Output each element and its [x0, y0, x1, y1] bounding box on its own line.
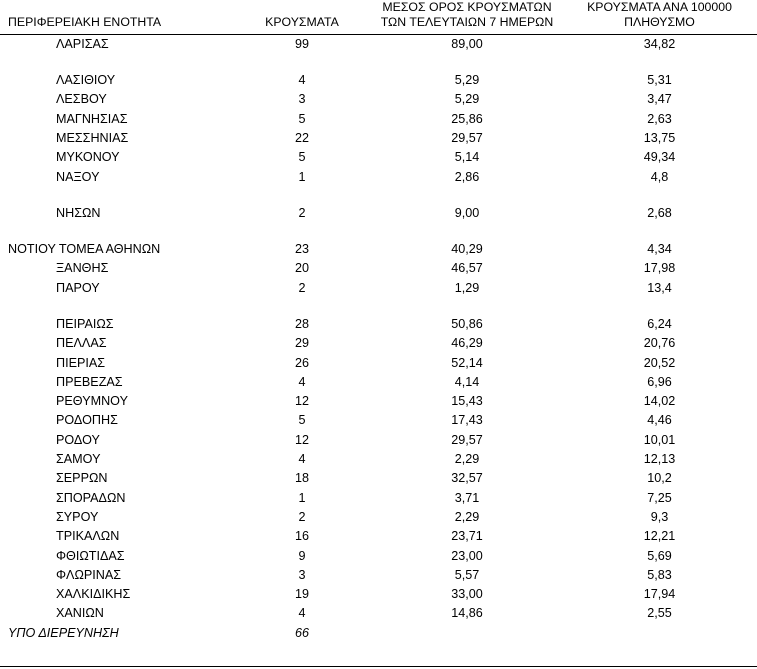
cell-cases: 28: [294, 316, 309, 331]
table-row: [0, 624, 757, 643]
cell-avg-7-days: 5,29: [454, 73, 480, 88]
cell-region: ΠΙΕΡΙΑΣ: [56, 355, 106, 370]
cell-region: ΣΠΟΡΑΔΩΝ: [56, 490, 126, 505]
cell-region: ΛΑΡΙΣΑΣ: [56, 36, 109, 51]
row-spacer: [0, 223, 757, 240]
cell-region: ΤΡΙΚΑΛΩΝ: [56, 529, 120, 544]
cell-per-100000: 6,24: [647, 316, 672, 331]
cell-region: ΡΟΔΟΥ: [56, 432, 100, 447]
cell-avg-7-days: 50,86: [451, 316, 483, 331]
cell-avg-7-days: 29,57: [451, 432, 483, 447]
row-spacer: [0, 54, 757, 71]
cell-per-100000: 17,98: [643, 261, 676, 276]
cell-per-100000: 5,69: [647, 548, 672, 563]
cell-cases: 18: [294, 471, 309, 486]
cell-avg-7-days: 32,57: [451, 471, 483, 486]
table-body: [0, 34, 757, 643]
cell-region: ΧΑΛΚΙΔΙΚΗΣ: [56, 587, 131, 602]
table-row: [0, 129, 757, 148]
cell-per-100000: 2,63: [647, 111, 672, 126]
cell-avg-7-days: 9,00: [454, 205, 480, 220]
cell-avg-7-days: 1,29: [454, 280, 480, 295]
cell-region: ΜΑΓΝΗΣΙΑΣ: [56, 111, 128, 126]
cell-avg-7-days: 3,71: [454, 490, 480, 505]
cell-avg-7-days: 25,86: [451, 111, 483, 126]
cell-region: ΠΑΡΟΥ: [56, 280, 100, 295]
cell-per-100000: 2,55: [647, 606, 672, 621]
table-row: [0, 279, 757, 298]
cell-avg-7-days: 89,00: [451, 36, 483, 51]
cell-avg-7-days: 23,00: [451, 548, 483, 563]
cell-cases: 23: [294, 242, 309, 257]
cell-avg-7-days: 46,29: [451, 336, 483, 351]
cell-region: ΛΑΣΙΘΙΟΥ: [56, 73, 116, 88]
cell-region: ΣΥΡΟΥ: [56, 509, 99, 524]
cell-avg-7-days: 15,43: [451, 394, 483, 409]
cell-region: ΠΕΛΛΑΣ: [56, 336, 107, 351]
table-row: [0, 431, 757, 450]
table-row: [0, 110, 757, 129]
cell-avg-7-days: 46,57: [451, 261, 483, 276]
cell-avg-7-days: 23,71: [451, 529, 483, 544]
cell-per-100000: 20,52: [643, 355, 676, 370]
cell-avg-7-days: [372, 624, 562, 643]
table-header: [0, 0, 757, 34]
cell-per-100000: 20,76: [643, 336, 676, 351]
cell-avg-7-days: 2,86: [454, 169, 480, 184]
table-row: [0, 489, 757, 508]
cell-region: ΝΟΤΙΟΥ ΤΟΜΕΑ ΑΘΗΝΩΝ: [8, 242, 161, 257]
cell-per-100000: 17,94: [643, 587, 676, 602]
cell-avg-7-days: 33,00: [451, 587, 483, 602]
cell-cases: 2: [298, 509, 306, 524]
cell-cases: 4: [298, 374, 306, 389]
cell-avg-7-days: 14,86: [451, 606, 483, 621]
cell-avg-7-days: 5,14: [454, 150, 480, 165]
cell-region: ΝΗΣΩΝ: [56, 205, 101, 220]
cell-per-100000: 13,75: [643, 130, 676, 145]
column-header-region: ΠΕΡΙΦΕΡΕΙΑΚΗ ΕΝΟΤΗΤΑ: [0, 0, 232, 34]
table-row: [0, 604, 757, 623]
table-row: [0, 527, 757, 546]
cell-per-100000: 12,21: [643, 529, 676, 544]
cell-region: ΣΕΡΡΩΝ: [56, 471, 108, 486]
cell-cases: 3: [298, 92, 306, 107]
cell-cases: 22: [294, 130, 309, 145]
cell-cases: 16: [294, 529, 309, 544]
cell-cases: 4: [298, 452, 306, 467]
cell-cases: 9: [298, 548, 306, 563]
cell-cases: 12: [294, 432, 309, 447]
table-row: [0, 585, 757, 604]
table-row: [0, 71, 757, 90]
cell-cases: 4: [298, 73, 306, 88]
table-row: [0, 469, 757, 488]
cell-cases: 66: [294, 625, 309, 640]
cell-region: ΦΛΩΡΙΝΑΣ: [56, 567, 122, 582]
table-row: [0, 240, 757, 259]
cell-cases: 19: [294, 587, 309, 602]
table-row: [0, 566, 757, 585]
cell-per-100000: 12,13: [643, 452, 676, 467]
cell-avg-7-days: 2,29: [454, 452, 480, 467]
cell-cases: 5: [298, 413, 306, 428]
cell-region: ΦΘΙΩΤΙΔΑΣ: [56, 548, 125, 563]
cell-per-100000: 2,68: [647, 205, 672, 220]
cell-cases: 3: [298, 567, 306, 582]
column-header-avg-7-days: ΜΕΣΟΣ ΟΡΟΣ ΚΡΟΥΣΜΑΤΩΝ ΤΩΝ ΤΕΛΕΥΤΑΙΩΝ 7 ΗΜΕΡΩΝ: [372, 0, 562, 34]
cell-region: ΜΕΣΣΗΝΙΑΣ: [56, 130, 129, 145]
cell-per-100000: 10,2: [647, 471, 672, 486]
cell-cases: 5: [298, 111, 306, 126]
cell-region: ΥΠΟ ΔΙΕΡΕΥΝΗΣΗ: [8, 625, 119, 640]
cell-cases: 2: [298, 205, 306, 220]
row-spacer: [0, 187, 757, 204]
cell-per-100000: 7,25: [647, 490, 672, 505]
table-row: [0, 315, 757, 334]
cell-avg-7-days: 40,29: [451, 242, 483, 257]
table-row: [0, 259, 757, 278]
cell-cases: 26: [294, 355, 309, 370]
table-row: [0, 34, 757, 54]
cell-avg-7-days: 29,57: [451, 130, 483, 145]
table-row: [0, 508, 757, 527]
cell-region: ΠΡΕΒΕΖΑΣ: [56, 374, 123, 389]
table-row: [0, 411, 757, 430]
cell-cases: 12: [294, 394, 309, 409]
cell-per-100000: 4,34: [647, 242, 672, 257]
cell-avg-7-days: 4,14: [454, 374, 480, 389]
table-row: [0, 90, 757, 109]
cell-region: ΠΕΙΡΑΙΩΣ: [56, 316, 114, 331]
cell-per-100000: 49,34: [643, 150, 676, 165]
cell-per-100000: 10,01: [643, 432, 676, 447]
cell-cases: 5: [298, 150, 306, 165]
cell-avg-7-days: 5,29: [454, 92, 480, 107]
cell-per-100000: 9,3: [650, 509, 669, 524]
cell-region: ΜΥΚΟΝΟΥ: [56, 150, 120, 165]
table-row: [0, 168, 757, 187]
cell-cases: 1: [298, 490, 306, 505]
cell-avg-7-days: 52,14: [451, 355, 483, 370]
cell-region: ΡΕΘΥΜΝΟΥ: [56, 394, 128, 409]
cell-region: ΡΟΔΟΠΗΣ: [56, 413, 118, 428]
table-row: [0, 204, 757, 223]
cell-cases: 99: [294, 36, 309, 51]
cell-region: ΛΕΣΒΟΥ: [56, 92, 107, 107]
cell-cases: 4: [298, 606, 306, 621]
row-spacer: [0, 298, 757, 315]
cell-per-100000: 5,31: [647, 73, 672, 88]
cell-cases: 2: [298, 280, 306, 295]
table-row: [0, 334, 757, 353]
cell-avg-7-days: 2,29: [454, 509, 480, 524]
cell-per-100000: 6,96: [647, 374, 672, 389]
cell-per-100000: 14,02: [643, 394, 676, 409]
table-row: [0, 373, 757, 392]
cell-region: ΧΑΝΙΩΝ: [56, 606, 104, 621]
cell-avg-7-days: 5,57: [454, 567, 480, 582]
column-header-cases: ΚΡΟΥΣΜΑΤΑ: [232, 0, 372, 34]
cell-per-100000: 5,83: [647, 567, 672, 582]
cell-cases: 1: [298, 169, 306, 184]
cell-cases: 20: [294, 261, 309, 276]
table-bottom-rule: [0, 666, 757, 667]
table-row: [0, 392, 757, 411]
cell-per-100000: [562, 624, 757, 643]
cell-avg-7-days: 17,43: [451, 413, 483, 428]
cell-per-100000: 13,4: [647, 280, 672, 295]
cell-per-100000: 3,47: [647, 92, 672, 107]
table-row: [0, 450, 757, 469]
table-row: [0, 148, 757, 167]
cell-per-100000: 34,82: [643, 36, 676, 51]
cell-per-100000: 4,8: [650, 169, 669, 184]
cell-cases: 29: [294, 336, 309, 351]
table-row: [0, 354, 757, 373]
cell-region: ΝΑΞΟΥ: [56, 169, 100, 184]
table-row: [0, 547, 757, 566]
column-header-cases-per-100000: ΚΡΟΥΣΜΑΤΑ ΑΝΑ 100000 ΠΛΗΘΥΣΜΟ: [562, 0, 757, 34]
cell-per-100000: 4,46: [647, 413, 672, 428]
cell-region: ΞΑΝΘΗΣ: [56, 261, 109, 276]
cell-region: ΣΑΜΟΥ: [56, 452, 101, 467]
